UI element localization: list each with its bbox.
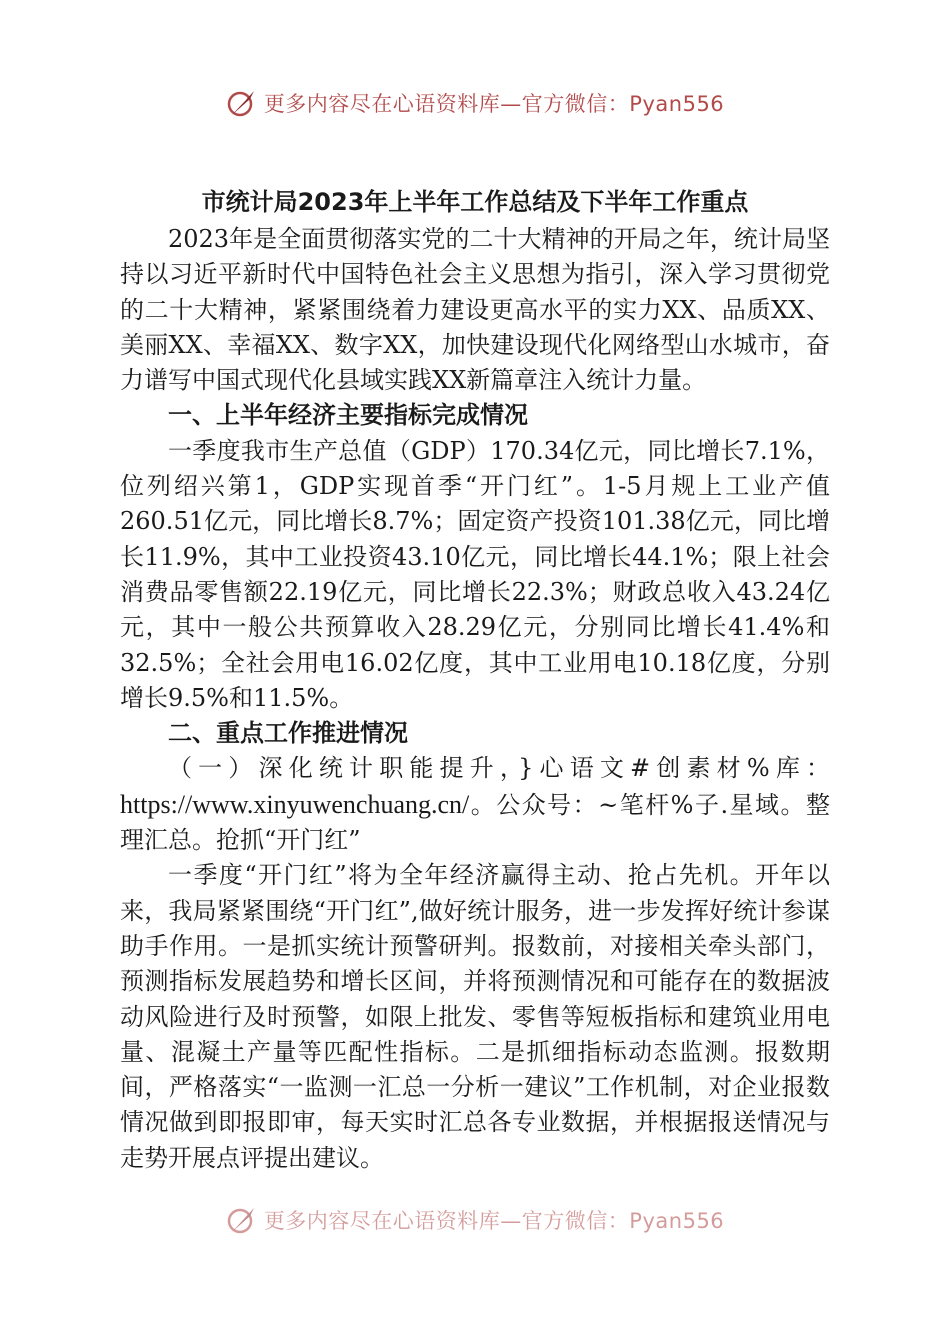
- document-title: 市统计局2023年上半年工作总结及下半年工作重点: [201, 188, 749, 216]
- document-body: [120, 222, 830, 1176]
- watermark-banner-top: [0, 78, 950, 128]
- watermark-text-bottom: 更多内容尽在心语资料库—官方微信：Pyan556: [263, 1209, 725, 1233]
- subsection-1-prefix: （一）深化统计职能提升，}心语文#创素材%库：: [168, 754, 830, 783]
- section-1-heading: 一、上半年经济主要指标完成情况: [168, 401, 528, 430]
- quill-logo-icon: [226, 1204, 258, 1236]
- watermark-text: 更多内容尽在心语资料库—官方微信：Pyan556: [263, 92, 725, 116]
- watermark-banner-bottom: [0, 1200, 950, 1240]
- section-1-paragraph: 一季度我市生产总值（GDP）170.34亿元，同比增长7.1%，位列绍兴第1，GDP实现首季“开门红”。1-5月规上工业产值260.51亿元，同比增长8.7%；固定资产投资101.38亿元，同比增长11.9%，其中工业投资43.10亿元，同比增长44.1%；限上社会消费品零售额22.19亿元，同比增长22.3%；财政总收入43.24亿元，其中一般公共预算收入28.29亿元，分别同比增长41.4%和32.5%；全社会用电16.02亿度，其中工业用电10.18亿度，分别增长9.5%和11.5%。: [120, 436, 830, 712]
- subsection-1-paragraph: 一季度“开门红”将为全年经济赢得主动、抢占先机。开年以来，我局紧紧围绕“开门红”,做好统计服务，进一步发挥好统计参谋助手作用。一是抓实统计预警研判。报数前，对接相关牵头部门，预测指标发展趋势和增长区间，并将预测情况和可能存在的数据波动风险进行及时预警，如限上批发、零售等短板指标和建筑业用电量、混凝土产量等匹配性指标。二是抓细指标动态监测。报数期间，严格落实“一监测一汇总一分析一建议”工作机制，对企业报数情况做到即报即审，每天实时汇总各专业数据，并根据报送情况与走势开展点评提出建议。: [120, 861, 830, 1172]
- subsection-1-heading: [120, 751, 830, 858]
- source-url-link[interactable]: https://www.xinyuwenchuang.cn/: [120, 789, 470, 819]
- subsection-1-suffix: 。公众号：~笔杆%子.星域。整理汇总。抢抓“开门红”: [120, 790, 830, 855]
- quill-logo-icon: [226, 87, 258, 119]
- section-2-heading: 二、重点工作推进情况: [168, 719, 408, 748]
- intro-paragraph: 2023年是全面贯彻落实党的二十大精神的开局之年，统计局坚持以习近平新时代中国特色社会主义思想为指引，深入学习贯彻党的二十大精神，紧紧围绕着力建设更高水平的实力XX、品质XX、美丽XX、幸福XX、数字XX，加快建设现代化网络型山水城市，奋力谱写中国式现代化县域实践XX新篇章注入统计力量。: [120, 225, 830, 395]
